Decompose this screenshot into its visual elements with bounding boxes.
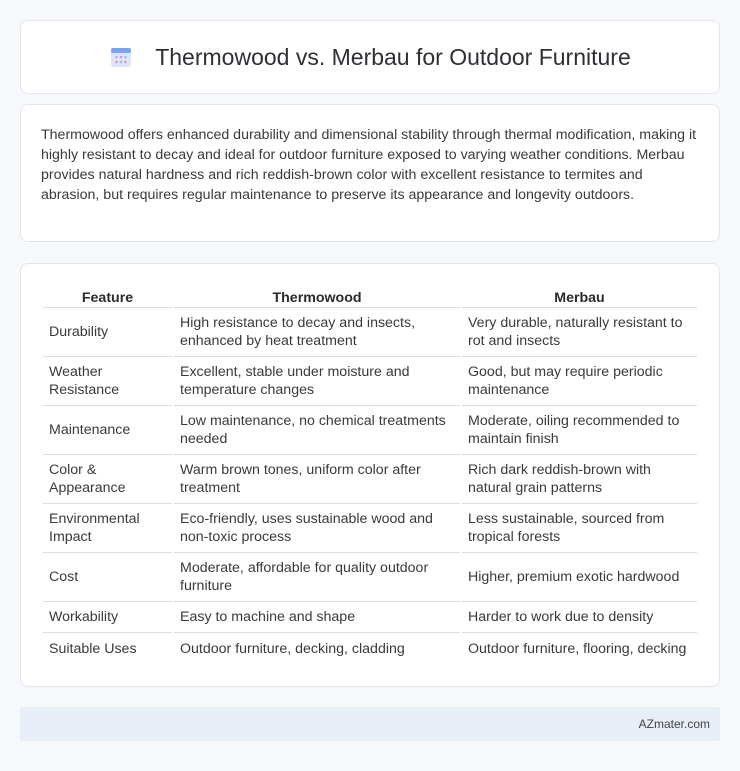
table-row — [43, 633, 697, 664]
comparison-table — [41, 286, 699, 664]
cell-feature: Color & Appearance — [43, 455, 172, 504]
intro-paragraph: Thermowood offers enhanced durability and dimensional stability through thermal modification, making it highly resistant to decay and ideal for outdoor furniture exposed to varying weather conditions. Merbau provides natural hardness and rich reddish-brown color with excellent resistance to termites and abrasion, but requires regular maintenance to preserve its appearance and longevity outdoors. — [41, 127, 697, 203]
cell-feature: Suitable Uses — [49, 640, 137, 657]
cell-merbau: Outdoor furniture, flooring, decking — [468, 640, 687, 657]
table-row — [43, 308, 697, 357]
table-row — [43, 504, 697, 553]
cell-merbau: Rich dark reddish-brown with natural grain patterns — [462, 455, 697, 504]
footer-brand-link[interactable]: AZmater.com — [638, 717, 710, 731]
table-row — [43, 455, 697, 504]
cell-feature: Workability — [43, 602, 172, 633]
table-row — [43, 602, 697, 633]
comparison-table-card — [20, 263, 720, 687]
table-row — [43, 357, 697, 406]
cell-thermowood: Outdoor furniture, decking, cladding — [180, 640, 405, 657]
cell-feature: Maintenance — [43, 406, 172, 455]
cell-merbau: Higher, premium exotic hardwood — [462, 553, 697, 602]
table-header-row — [43, 286, 697, 308]
title-card — [20, 20, 720, 94]
header-feature: Feature — [43, 286, 172, 308]
intro-card — [20, 104, 720, 242]
cell-thermowood: High resistance to decay and insects, enhanced by heat treatment — [174, 308, 460, 357]
cell-thermowood: Excellent, stable under moisture and temperature changes — [174, 357, 460, 406]
cell-feature: Cost — [43, 553, 172, 602]
cell-merbau: Moderate, oiling recommended to maintain finish — [462, 406, 697, 455]
table-row — [43, 553, 697, 602]
footer — [20, 707, 720, 741]
cell-feature: Environmental Impact — [43, 504, 172, 553]
cell-merbau: Less sustainable, sourced from tropical forests — [462, 504, 697, 553]
table-row — [43, 406, 697, 455]
cell-merbau: Harder to work due to density — [462, 602, 697, 633]
cell-thermowood: Warm brown tones, uniform color after treatment — [174, 455, 460, 504]
page-title: Thermowood vs. Merbau for Outdoor Furniture — [155, 43, 631, 70]
cell-thermowood: Low maintenance, no chemical treatments needed — [174, 406, 460, 455]
cell-merbau: Very durable, naturally resistant to rot and insects — [462, 308, 697, 357]
cell-feature: Durability — [43, 308, 172, 357]
cell-feature: Weather Resistance — [43, 357, 172, 406]
cell-thermowood: Moderate, affordable for quality outdoor furniture — [174, 553, 460, 602]
header-merbau: Merbau — [462, 286, 697, 308]
cell-merbau: Good, but may require periodic maintenance — [462, 357, 697, 406]
cell-thermowood: Eco-friendly, uses sustainable wood and non-toxic process — [174, 504, 460, 553]
cell-thermowood: Easy to machine and shape — [174, 602, 460, 633]
header-thermowood: Thermowood — [174, 286, 460, 308]
calendar-grid-icon — [109, 45, 133, 69]
